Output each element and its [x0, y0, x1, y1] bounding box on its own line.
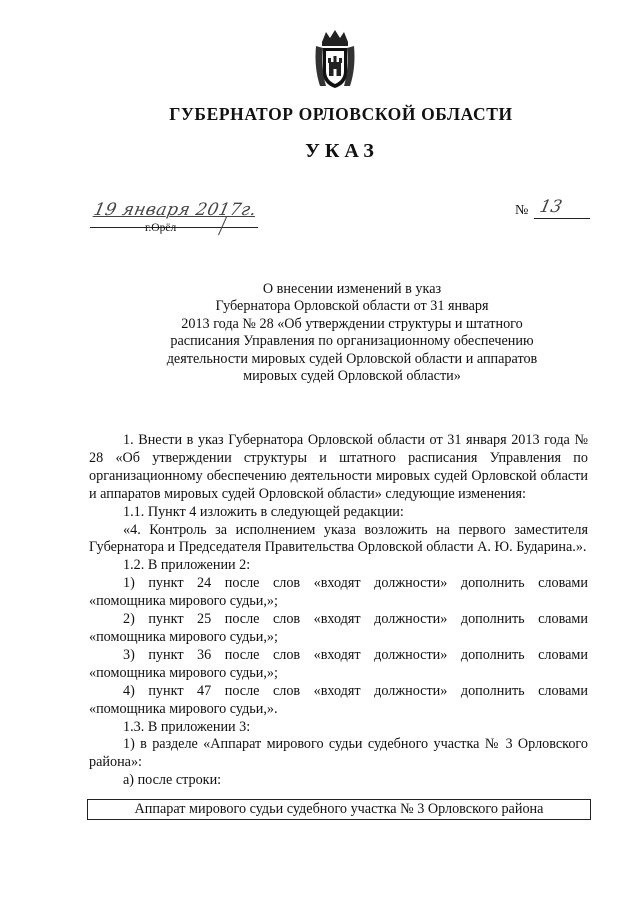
- decree-body: [89, 432, 588, 790]
- paragraph-1-3: 1.3. В приложении 3:: [123, 718, 251, 735]
- table-row: Аппарат мирового судьи судебного участка № 3 Орловского района: [87, 799, 591, 820]
- subject-line: Губернатора Орловской области от 31 января: [215, 298, 489, 315]
- subject-line: О внесении изменений в указ: [262, 281, 442, 297]
- authority-heading: ГУБЕРНАТОР ОРЛОВСКОЙ ОБЛАСТИ: [169, 104, 513, 124]
- paragraph-1-3-1-a: а) после строки:: [123, 772, 222, 789]
- paragraph-1-1-text: «4. Контроль за исполнением указа возложить на первого заместителя Губернатора и Председателя Правительства Орловской области А. Ю. Бударина.».: [89, 521, 588, 556]
- handwritten-date: 19 января 2017г.: [91, 200, 259, 220]
- number-label: №: [515, 203, 529, 218]
- city-label: г.Орёл: [145, 222, 177, 234]
- decree-heading: УКАЗ: [305, 140, 379, 162]
- list-item: 3) пункт 36 после слов «входят должности» дополнить словами «помощника мирового судьи,»;: [89, 646, 588, 681]
- subject-line: 2013 года № 28 «Об утверждении структуры и штатного: [181, 315, 523, 332]
- list-item: 1) пункт 24 после слов «входят должности» дополнить словами «помощника мирового судьи,»;: [89, 575, 588, 610]
- paragraph-1: 1. Внести в указ Губернатора Орловской области от 31 января 2013 года № 28 «Об утверждении структуры и штатного расписания Управления по организационному обеспечению деятельности мировых судей Орловской области и аппаратов мировых судей Орловской области» следующие изменения:: [89, 432, 588, 502]
- paragraph-1-2: 1.2. В приложении 2:: [123, 557, 251, 574]
- subject-line: мировых судей Орловской области»: [243, 368, 461, 385]
- number-field: [534, 197, 590, 219]
- decree-subject: [110, 281, 594, 385]
- list-item: 4) пункт 47 после слов «входят должности» дополнить словами «помощника мирового судьи,».: [89, 682, 588, 717]
- paragraph-1-3-1: 1) в разделе «Аппарат мирового судьи судебного участка № 3 Орловского района»:: [89, 736, 588, 771]
- handwritten-number: 13: [537, 197, 564, 217]
- subject-line: деятельности мировых судей Орловской области и аппаратов: [166, 350, 538, 367]
- subject-line: расписания Управления по организационному обеспечению: [170, 333, 534, 350]
- coat-of-arms-icon: [312, 28, 358, 90]
- list-item: 2) пункт 25 после слов «входят должности» дополнить словами «помощника мирового судьи,»;: [89, 611, 588, 645]
- paragraph-1-1: 1.1. Пункт 4 изложить в следующей редакции:: [123, 503, 404, 520]
